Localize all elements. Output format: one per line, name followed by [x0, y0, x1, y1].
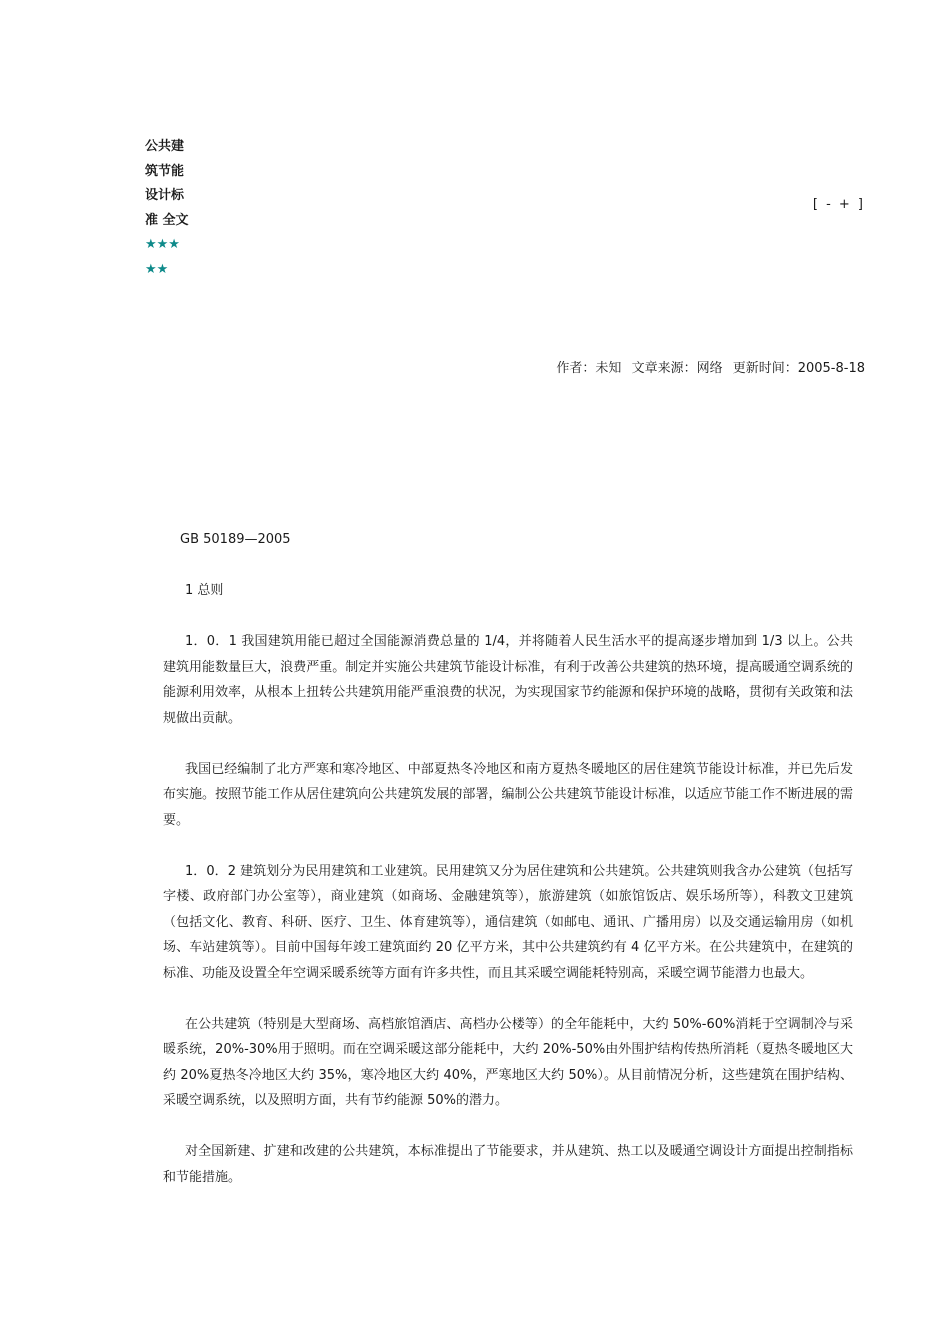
title-line-4: 准 全文 — [145, 212, 189, 228]
updated-label: 更新时间：2005-8-18 — [732, 361, 865, 376]
article-meta — [556, 357, 865, 376]
title-line-1: 公共建 — [145, 139, 185, 154]
body-paragraph: 在公共建筑（特别是大型商场、高档旅馆酒店、高档办公楼等）的全年能耗中，大约 50%-60%消耗于空调制冷与采暖系统，20%-30%用于照明。而在空调采暖这部分能耗中，大约 20%-50%由外围护结构传热所消耗（夏热冬暖地区大约 20%夏热冬冷地区大约 35%，寒冷地区大约 40%，严寒地区大约 50%）。从目前情况分析，这些建筑在围护结构、采暖空调系统，以及照明方面，共有节约能源 50%的潜力。 — [163, 1016, 853, 1108]
body-paragraph: 1．0．2 建筑划分为民用建筑和工业建筑。民用建筑又分为居住建筑和公共建筑。公共建筑则我含办公建筑（包括写字楼、政府部门办公室等），商业建筑（如商场、金融建筑等），旅游建筑（如旅馆饭店、娱乐场所等），科教文卫建筑（包括文化、教育、科研、医疗、卫生、体育建筑等），通信建筑（如邮电、通讯、广播用房）以及交通运输用房（如机场、车站建筑等）。目前中国每年竣工建筑面约 20 亿平方米，其中公共建筑约有 4 亿平方米。在公共建筑中，在建筑的标准、功能及设置全年空调采暖系统等方面有许多共性，而且其采暖空调能耗特别高，采暖空调节能潜力也最大。 — [163, 863, 853, 981]
author-label: 作者：未知 — [556, 361, 622, 376]
article-body — [163, 527, 853, 1216]
body-paragraph: 我国已经编制了北方严寒和寒冷地区、中部夏热冬冷地区和南方夏热冬暖地区的居住建筑节能设计标准，并已先后发布实施。按照节能工作从居住建筑向公共建筑发展的部署，编制公公共建筑节能设计标准，以适应节能工作不断进展的需要。 — [163, 761, 853, 828]
font-size-toggle[interactable]: [ - + ] — [812, 197, 865, 212]
rating-stars-icon: ★★ — [145, 261, 169, 277]
rating-stars-icon: ★★★ — [145, 237, 180, 252]
article-title — [145, 135, 205, 282]
title-line-3: 设计标 — [145, 188, 185, 203]
section-heading: 1 总则 — [185, 583, 224, 598]
body-paragraph: 对全国新建、扩建和改建的公共建筑，本标准提出了节能要求，并从建筑、热工以及暖通空调设计方面提出控制指标和节能措施。 — [163, 1144, 853, 1185]
source-label: 文章来源：网络 — [631, 361, 723, 376]
standard-code: GB 50189—2005 — [180, 532, 291, 547]
title-line-2: 筑节能 — [145, 163, 185, 179]
body-paragraph: 1．0．1 我国建筑用能已超过全国能源消费总量的 1/4，并将随着人民生活水平的提高逐步增加到 1/3 以上。公共建筑用能数量巨大，浪费严重。制定并实施公共建筑节能设计标准，有利于改善公共建筑的热环境，提高暖通空调系统的能源利用效率，从根本上扭转公共建筑用能严重浪费的状况，为实现国家节约能源和保护环境的战略，贯彻有关政策和法规做出贡献。 — [163, 634, 853, 726]
